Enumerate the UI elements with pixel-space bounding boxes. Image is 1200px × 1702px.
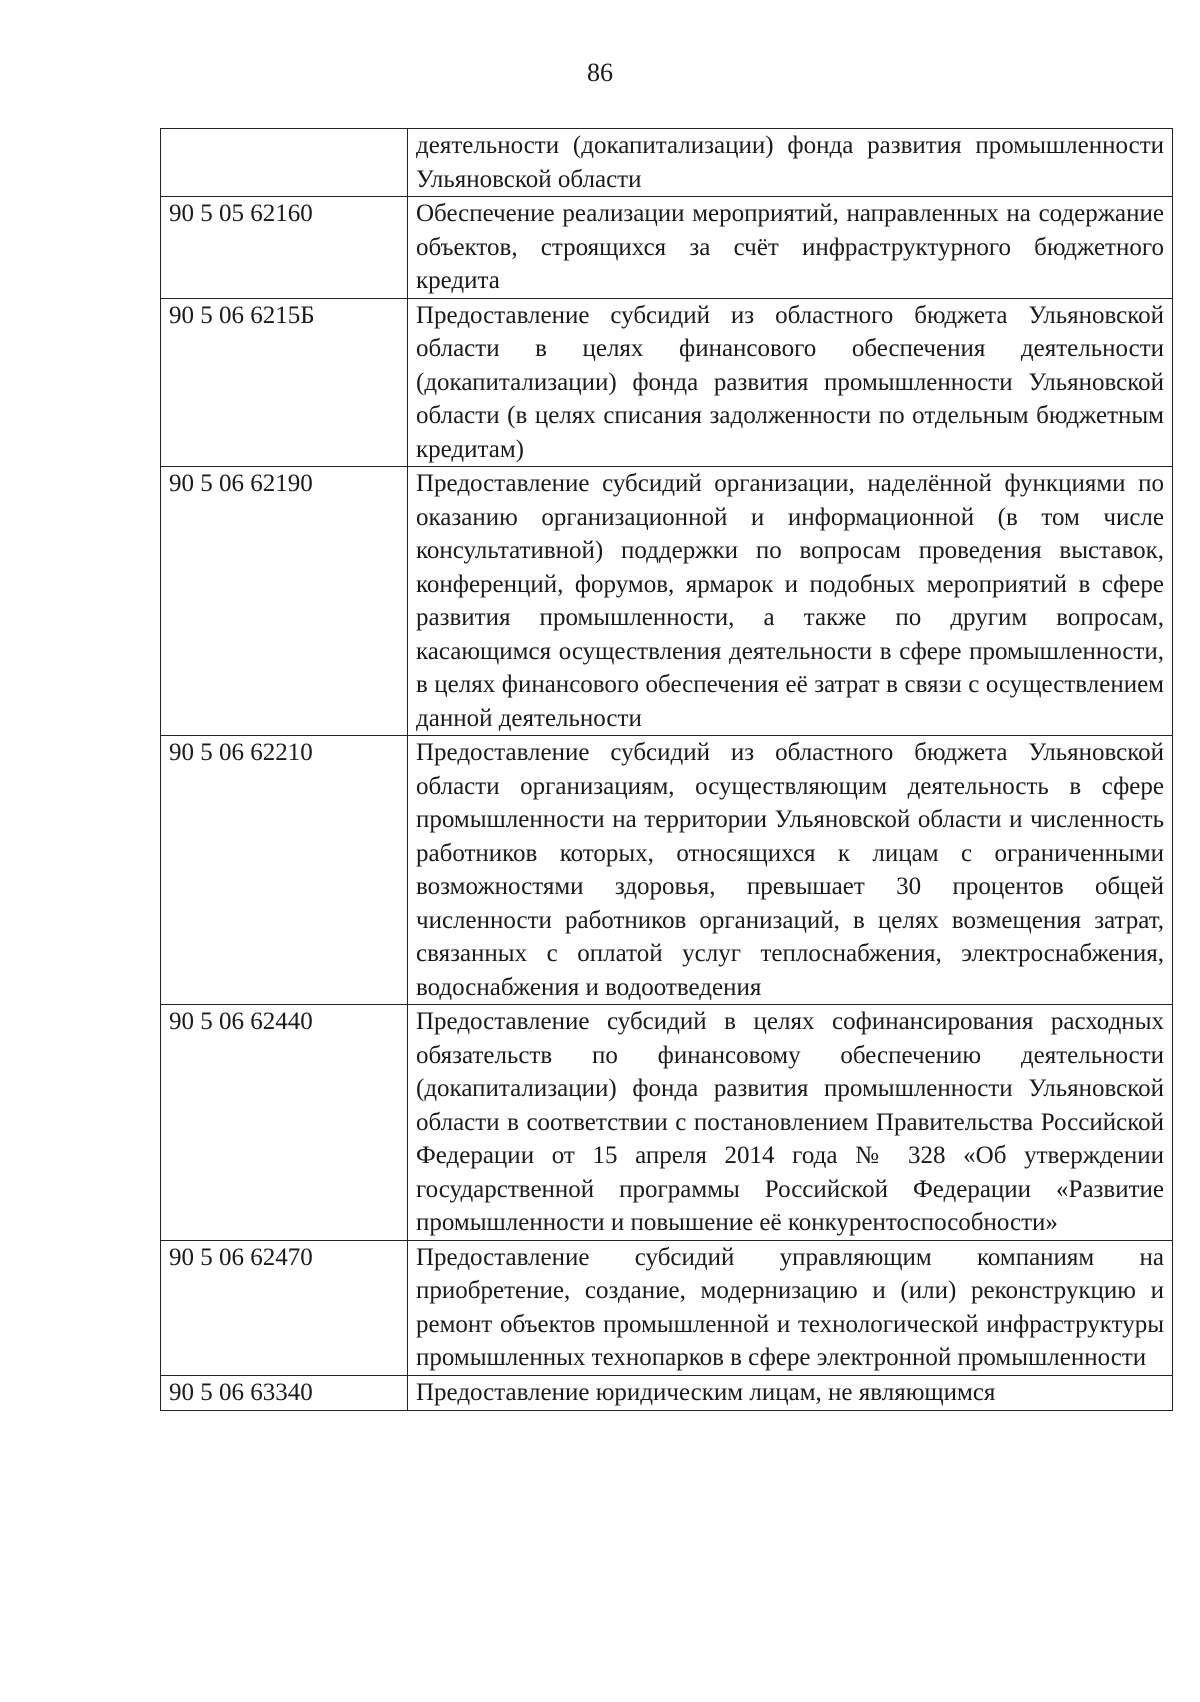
table-row (161, 298, 1173, 467)
description-cell: Предоставление субсидий из областного бюджета Ульяновской области в целях финансового обеспечения деятельности (докапитализации) фонда развития промышленности Ульяновской области (в целях списания задолженности по отдельным бюджетным кредитам) (408, 298, 1173, 467)
budget-classification-table (160, 128, 1173, 1411)
code-cell: 90 5 06 62470 (161, 1240, 408, 1375)
table-row (161, 467, 1173, 736)
code-cell (161, 129, 408, 197)
description-cell: Предоставление юридическим лицам, не являющимся (408, 1375, 1173, 1410)
page-number: 86 (587, 58, 613, 87)
code-cell: 90 5 06 62210 (161, 736, 408, 1005)
table-row (161, 736, 1173, 1005)
description-cell: Предоставление субсидий из областного бюджета Ульяновской области организациям, осуществляющим деятельность в сфере промышленности на территории Ульяновской области и численность работников которых, относящихся к лицам с ограниченными возможностями здоровья, превышает 30 процентов общей численности работников организаций, в целях возмещения затрат, связанных с оплатой услуг теплоснабжения, электроснабжения, водоснабжения и водоотведения (408, 736, 1173, 1005)
table-row (161, 197, 1173, 299)
code-cell: 90 5 06 63340 (161, 1375, 408, 1410)
code-cell: 90 5 06 62440 (161, 1005, 408, 1241)
description-cell: деятельности (докапитализации) фонда развития промышленности Ульяновской области (408, 129, 1173, 197)
description-cell: Обеспечение реализации мероприятий, направленных на содержание объектов, строящихся за счёт инфраструктурного бюджетного кредита (408, 197, 1173, 299)
table-row (161, 1005, 1173, 1241)
code-cell: 90 5 05 62160 (161, 197, 408, 299)
description-cell: Предоставление субсидий управляющим компаниям на приобретение, создание, модернизацию и (или) реконструкцию и ремонт объектов промышленной и технологической инфраструктуры промышленных технопарков в сфере электронной промышленности (408, 1240, 1173, 1375)
code-cell: 90 5 06 6215Б (161, 298, 408, 467)
code-cell: 90 5 06 62190 (161, 467, 408, 736)
table-row (161, 1375, 1173, 1410)
description-cell: Предоставление субсидий в целях софинансирования расходных обязательств по финансовому обеспечению деятельности (докапитализации) фонда развития промышленности Ульяновской области в соответствии с постановлением Правительства Российской Федерации от 15 апреля 2014 года № 328 «Об утверждении государственной программы Российской Федерации «Развитие промышленности и повышение её конкурентоспособности» (408, 1005, 1173, 1241)
table-row (161, 1240, 1173, 1375)
description-cell: Предоставление субсидий организации, наделённой функциями по оказанию организационной и информационной (в том числе консультативной) поддержки по вопросам проведения выставок, конференций, форумов, ярмарок и подобных мероприятий в сфере развития промышленности, а также по другим вопросам, касающимся осуществления деятельности в сфере промышленности, в целях финансового обеспечения её затрат в связи с осуществлением данной деятельности (408, 467, 1173, 736)
table-row (161, 129, 1173, 197)
